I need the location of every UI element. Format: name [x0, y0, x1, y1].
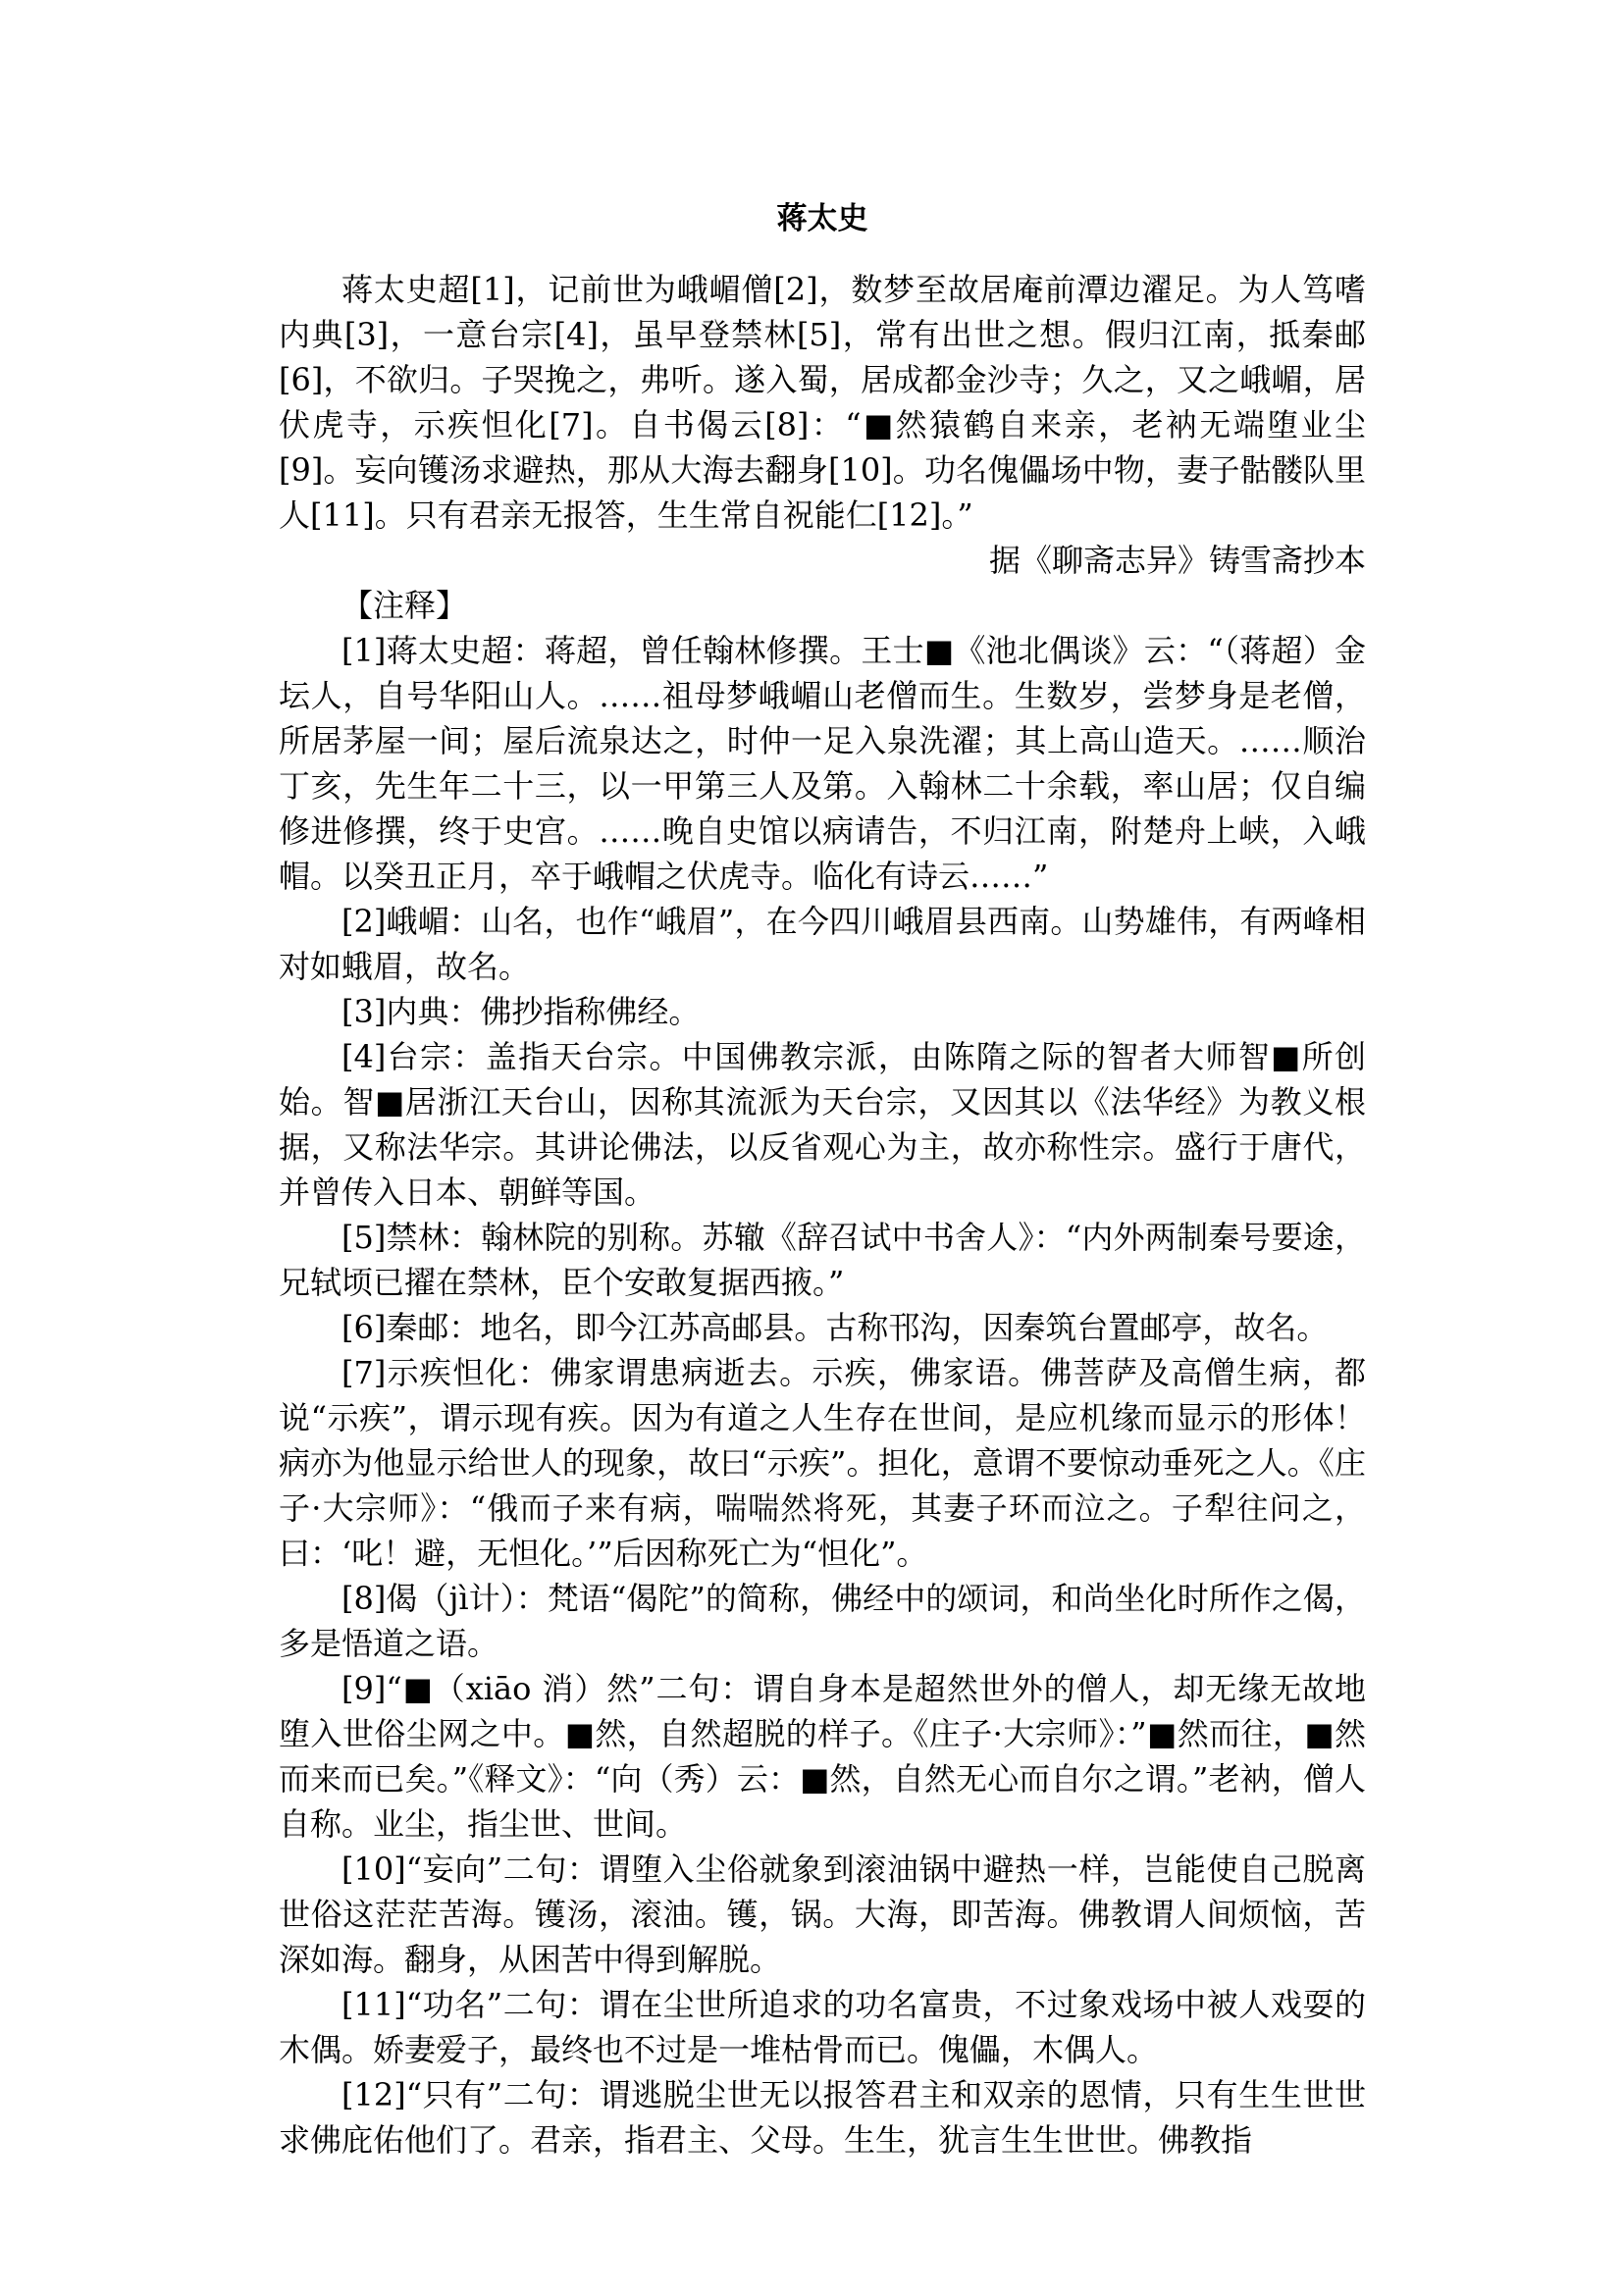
note-4: [4]台宗：盖指天台宗。中国佛教宗派，由陈隋之际的智者大师智■所创始。智■居浙江天台山，因称其流派为天台宗，又因其以《法华经》为教义根据，又称法华宗。其讲论佛法，以反省观心为主，故亦称性宗。盛行于唐代，并曾传入日本、朝鲜等国。: [279, 1038, 1366, 1211]
note-12: [12]“只有”二句：谓逃脱尘世无以报答君主和双亲的恩情，只有生生世世求佛庇佑他们了。君亲，指君主、父母。生生，犹言生生世世。佛教指: [279, 2076, 1366, 2159]
note-10: [10]“妄向”二句：谓堕入尘俗就象到滚油锅中避热一样，岂能使自己脱离世俗这茫茫苦海。镬汤，滚油。镬，锅。大海，即苦海。佛教谓人间烦恼，苦深如海。翻身，从困苦中得到解脱。: [279, 1851, 1366, 1978]
note-3: [3]内典：佛抄指称佛经。: [341, 993, 701, 1030]
document-page: [279, 196, 1366, 2163]
note-8: [8]偈（jì计）：梵语“偈陀”的简称，佛经中的颂词，和尚坐化时所作之偈，多是悟道之语。: [279, 1580, 1366, 1662]
body-paragraph: 蒋太史超[1]，记前世为峨嵋僧[2]，数梦至故居庵前潭边濯足。为人笃嗜内典[3]，一意台宗[4]，虽早登禁林[5]，常有出世之想。假归江南，抵秦邮[6]，不欲归。子哭挽之，弗听。遂入蜀，居成都金沙寺；久之，又之峨嵋，居伏虎寺，示疾怛化[7]。自书偈云[8]：“■然猿鹤自来亲，老衲无端堕业尘[9]。妄向镬汤求避热，那从大海去翻身[10]。功名傀儡场中物，妻子骷髅队里人[11]。只有君亲无报答，生生常自祝能仁[12]。”: [279, 271, 1366, 534]
notes-heading: 【注释】: [341, 587, 468, 624]
note-7: [7]示疾怛化：佛家谓患病逝去。示疾，佛家语。佛菩萨及高僧生病，都说“示疾”，谓示现有疾。因为有道之人生存在世间，是应机缘而显示的形体！病亦为他显示给世人的现象，故曰“示疾”。担化，意谓不要惊动垂死之人。《庄子·大宗师》：“俄而子来有病，喘喘然将死，其妻子环而泣之。子犁往问之，曰：‘叱！避，无怛化。’”后因称死亡为“怛化”。: [279, 1354, 1366, 1572]
note-5: [5]禁林：翰林院的别称。苏辙《辞召试中书舍人》：“内外两制秦号要途，兄轼顷已擢在禁林，臣个安敢复据西掖。”: [279, 1219, 1366, 1301]
note-2: [2]峨嵋：山名，也作“峨眉”，在今四川峨眉县西南。山势雄伟，有两峰相对如蛾眉，故名。: [279, 903, 1366, 985]
page-title: 蒋太史: [776, 201, 868, 236]
note-11: [11]“功名”二句：谓在尘世所追求的功名富贵，不过象戏场中被人戏耍的木偶。娇妻爱子，最终也不过是一堆枯骨而已。傀儡，木偶人。: [279, 1986, 1366, 2068]
note-9: [9]“■（xiāo 消）然”二句：谓自身本是超然世外的僧人，却无缘无故地堕入世俗尘网之中。■然，自然超脱的样子。《庄子·大宗师》：”■然而往，■然而来而已矣。”《释文》：“向（秀）云：■然，自然无心而自尔之谓。”老衲，僧人自称。业尘，指尘世、世间。: [279, 1670, 1366, 1843]
note-6: [6]秦邮：地名，即今江苏高邮县。古称邗沟，因秦筑台置邮亭，故名。: [341, 1309, 1329, 1346]
source-citation: 据《聊斋志异》铸雪斋抄本: [988, 542, 1366, 579]
note-1: [1]蒋太史超：蒋超，曾任翰林修撰。王士■《池北偶谈》云：“（蒋超）金坛人，自号华阳山人。……祖母梦峨嵋山老僧而生。生数岁，尝梦身是老僧，所居茅屋一间；屋后流泉达之，时仲一足入泉洗濯；其上高山造天。……顺治丁亥，先生年二十三，以一甲第三人及第。入翰林二十余载，率山居；仅自编修进修撰，终于史宫。……晚自史馆以病请告，不归江南，附楚舟上峡，入峨帽。以癸丑正月，卒于峨帽之伏虎寺。临化有诗云……”: [279, 632, 1366, 895]
